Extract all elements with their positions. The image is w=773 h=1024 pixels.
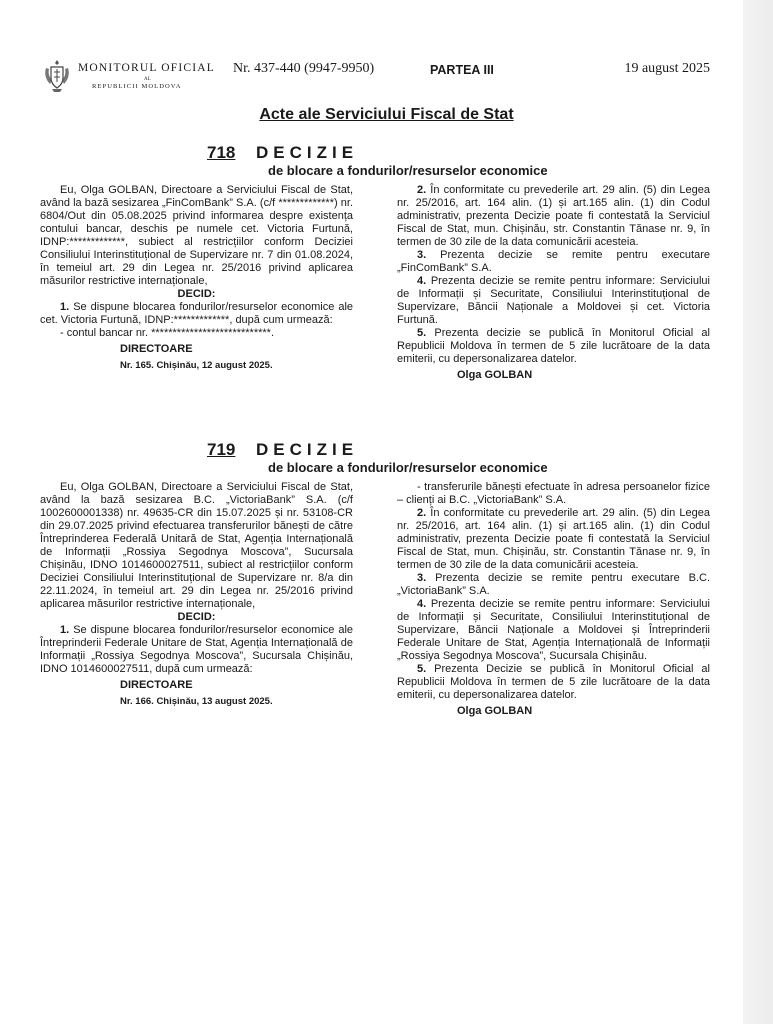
paragraph-2 [397,507,710,572]
paragraph-text: Se dispune blocarea fondurilor/resurselor economice ale Întreprinderii Federale Unitare de Stat, Agenția Internațională de Informații „Rossiya Segodnya Moscova”, Sucursala Chișinău, IDNO 1014600027511, după cum urmează: [40,624,354,675]
left-column [40,481,353,708]
bullet-item: - transferurile bănești efectuate în adresa persoanelor fizice – clienți ai B.C. „VictoriaBank” S.A. [397,481,710,506]
decision-number: 719 [207,440,236,459]
issue-number: Nr. 437-440 (9947-9950) [233,61,375,76]
registration-number: Nr. 166. Chișinău, 13 august 2025. [120,696,273,707]
decision-subtitle: de blocare a fondurilor/resurselor economice [268,163,548,178]
paragraph-text: Se dispune blocarea fondurilor/resurselor economice ale cet. Victoria Furtună, IDNP:*************, după cum urmează: [40,301,354,326]
paragraph-number: 5. [417,327,427,339]
paragraph-4 [397,275,710,327]
right-column [397,184,710,382]
paragraph-number: 2. [417,507,427,519]
section-title: Acte ale Serviciului Fiscal de Stat [259,106,514,123]
paragraph-text: Prezenta decizie se remite pentru informare: Serviciului de Informații și Securitate, Consiliului Interinstituțional de Supervizare, Băncii Naționale a Moldovei și Întreprinderii Federale Unitare de Stat, Agenția Internațională de Informații „Rossiya Segodnya Moscova”, Sucursala Chișinău. [397,598,710,662]
decision-word: DECIZIE [256,440,359,459]
paragraph-number: 4. [417,598,427,610]
paragraph-text: În conformitate cu prevederile art. 29 alin. (5) din Legea nr. 25/2016, art. 164 alin. (1) și art.165 alin. (1) din Codul administrativ, prezenta Decizie poate fi contestată la Serviciul Fiscal de Stat, mun. Chișinău, str. Constantin Tănase nr. 9, în termen de 30 zile de la data comunicării acesteia. [397,184,710,248]
decision-header [40,143,710,181]
left-column [40,184,353,372]
intro-paragraph: Eu, Olga GOLBAN, Directoare a Serviciului Fiscal de Stat, având la bază sesizarea B.C. „VictoriaBank” S.A. (c/f 1002600001338) nr. 49635-CR din 15.07.2025 și nr. 53108-CR din 29.07.2025 privind efectuarea transferurilor bănești de către Întreprinderea Federală Unitară de Stat, Agenția Internațională de Informații „Rossiya Segodnya Moscova”, Sucursala Chișinău, IDNO 1014600027511, subiect al restricțiilor conform Deciziei Consiliului Interinstituțional de Supervizare nr. 8/a din 22.11.2024, în temeiul art. 29 din Legea nr. 25/2016 privind aplicarea măsurilor restrictive internaționale, [40,481,353,610]
paragraph-5 [397,663,710,702]
paragraph-number: 5. [417,663,427,675]
paragraph-text: În conformitate cu prevederile art. 29 alin. (5) din Legea nr. 25/2016, art. 164 alin. (1) și art.165 alin. (1) din Codul administrativ, prezenta Decizie poate fi contestată la Serviciul Fiscal de Stat, mun. Chișinău, str. Constantin Tănase nr. 9, în termen de 30 zile de la data comunicării acesteia. [397,507,710,571]
decid-heading: DECID: [177,288,216,300]
paragraph-number: 4. [417,275,427,287]
paragraph-text: Prezenta Decizie se publică în Monitorul Oficial al Republicii Moldova în termen de 5 zile lucrătoare de la data emiterii, cu depersonalizarea datelor. [397,663,710,701]
signer-name: Olga GOLBAN [457,705,533,717]
intro-paragraph: Eu, Olga GOLBAN, Directoare a Serviciului Fiscal de Stat, având la bază sesizarea „FinComBank” S.A. (c/f *************) nr. 6804/Out din 05.08.2025 privind informarea despre existența contului bancar, deschis pe numele cet. Victoria Furtună, IDNP:*************, subiect al restricțiilor conform Deciziei Consiliului Interinstituțional de Supervizare nr. 7 din 01.08.2024, în temeiul art. 29 din Legea nr. 25/2016 privind aplicarea măsurilor restrictive internaționale, [40,184,353,287]
paragraph-text: Prezenta decizie se remite pentru executare „FinComBank” S.A. [397,249,710,274]
decision-header [40,440,710,478]
signer-title: DIRECTOARE [120,679,193,691]
right-column [397,481,710,718]
issue-date: 19 august 2025 [624,61,710,76]
paragraph-4 [397,598,710,663]
part-label: PARTEA III [430,63,494,77]
signer-title: DIRECTOARE [120,343,193,355]
registration-number: Nr. 165. Chișinău, 12 august 2025. [120,360,273,371]
paragraph-number: 1. [60,301,70,313]
paragraph-text: Prezenta decizie se publică în Monitorul Oficial al Republicii Moldova în termen de 5 zile lucrătoare de la data emiterii, cu depersonalizarea datelor. [397,327,710,365]
coat-of-arms-icon [42,58,72,94]
decision-subtitle: de blocare a fondurilor/resurselor economice [268,460,548,475]
decision-word: DECIZIE [256,143,359,162]
publication-al: AL [144,77,151,82]
bullet-item: - contul bancar nr. ****************************. [60,327,275,339]
signer-name: Olga GOLBAN [457,369,533,381]
publication-title: MONITORUL OFICIAL [78,62,215,74]
paragraph-1 [40,301,353,327]
paragraph-text: Prezenta decizie se remite pentru executare B.C. „VictoriaBank” S.A. [397,572,710,597]
decid-heading: DECID: [177,611,216,623]
paragraph-number: 3. [417,249,427,261]
page-edge-shadow [743,0,773,1024]
decision-718 [40,143,710,381]
decision-number: 718 [207,143,236,162]
paragraph-5 [397,327,710,366]
decision-719 [40,440,710,717]
paragraph-3 [397,249,710,275]
paragraph-number: 1. [60,624,70,636]
page-header [40,58,710,98]
paragraph-number: 2. [417,184,427,196]
paragraph-1 [40,624,353,676]
publication-subtitle: REPUBLICII MOLDOVA [92,83,182,90]
paragraph-number: 3. [417,572,427,584]
paragraph-2 [397,184,710,249]
paragraph-text: Prezenta decizie se remite pentru informare: Serviciului de Informații și Securitate, Consiliului Interinstituțional de Supervizare, Băncii Naționale a Moldovei și cet. Victoria Furtună. [397,275,710,326]
paragraph-3 [397,572,710,598]
